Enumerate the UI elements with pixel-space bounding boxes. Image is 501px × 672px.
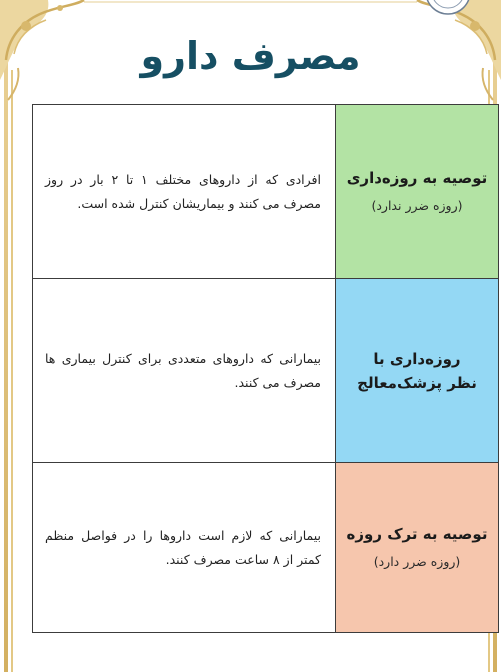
- category-note: (روزه ضرر ندارد): [371, 197, 463, 213]
- table-row: [33, 279, 499, 463]
- description-cell: بیمارانی که داروهای متعددی برای کنترل بیماری ها مصرف می کنند.: [33, 279, 336, 463]
- category-title: توصیه به روزه‌داری: [346, 168, 488, 187]
- description-cell: افرادی که از داروهای مختلف ۱ تا ۲ بار در روز مصرف می کنند و بیماریشان کنترل شده است.: [33, 105, 336, 279]
- table-row: [33, 463, 499, 633]
- description-cell: بیمارانی که لازم است داروها را در فواصل منظم کمتر از ۸ ساعت مصرف کنند.: [33, 463, 336, 633]
- category-cell-stop-fasting: [336, 463, 499, 633]
- category-note: (روزه ضرر دارد): [373, 553, 461, 569]
- category-cell-physician-opinion: [336, 279, 499, 463]
- category-cell-fasting-recommended: [336, 105, 499, 279]
- category-title: روزه‌داری با نظر پزشک‌معالج: [357, 349, 477, 392]
- table-row: [33, 105, 499, 279]
- category-title: توصیه به ترک روزه: [346, 524, 488, 543]
- medication-guide-table: [32, 104, 499, 633]
- page-title: مصرف دارو: [140, 34, 361, 78]
